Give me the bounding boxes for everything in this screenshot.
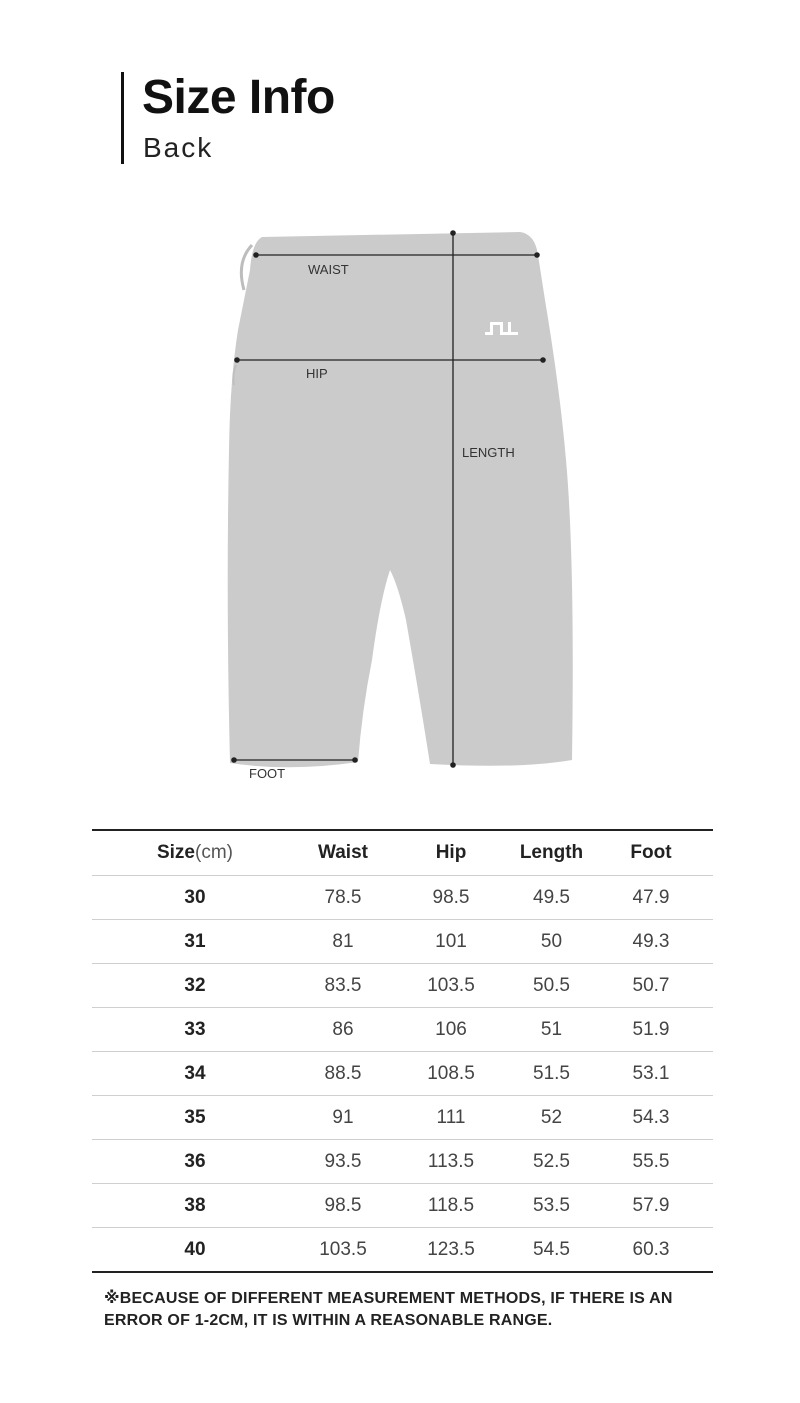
- col-header-waist: Waist: [298, 830, 388, 876]
- measure-point: [534, 252, 540, 258]
- waist-cell: 83.5: [298, 964, 388, 1008]
- hip-cell: 101: [388, 920, 514, 964]
- measure-point: [450, 762, 456, 768]
- table-row: [92, 1096, 713, 1140]
- waist-cell: 91: [298, 1096, 388, 1140]
- length-cell: 52.5: [514, 1140, 589, 1184]
- hip-cell: 98.5: [388, 876, 514, 920]
- pants-back-illustration: [228, 232, 573, 767]
- measure-point: [231, 757, 237, 763]
- hip-cell: 108.5: [388, 1052, 514, 1096]
- waist-cell: 93.5: [298, 1140, 388, 1184]
- size-cell: 31: [92, 920, 298, 964]
- size-cell: 34: [92, 1052, 298, 1096]
- shorts-shape: [228, 232, 573, 767]
- hip-cell: 113.5: [388, 1140, 514, 1184]
- foot-cell: 51.9: [589, 1008, 713, 1052]
- table-row: [92, 1184, 713, 1228]
- hip-cell: 123.5: [427, 1238, 475, 1260]
- waist-cell: 86: [298, 1008, 388, 1052]
- waist-cell: 78.5: [298, 876, 388, 920]
- waist-label: WAIST: [308, 262, 349, 277]
- length-cell: 50: [514, 920, 589, 964]
- measure-point: [450, 230, 456, 236]
- size-cell: 32: [92, 964, 298, 1008]
- page-subtitle: Back: [143, 132, 214, 163]
- hip-cell: 106: [388, 1008, 514, 1052]
- foot-cell: 50.7: [589, 964, 713, 1008]
- col-header-hip: Hip: [388, 830, 514, 876]
- measure-point: [352, 757, 358, 763]
- table-header-row: [92, 830, 713, 876]
- length-cell: 51.5: [514, 1052, 589, 1096]
- length-cell: 53.5: [514, 1184, 589, 1228]
- page-title: Size Info: [142, 71, 335, 124]
- waist-cell: 103.5: [319, 1238, 367, 1260]
- measurement-note: ※BECAUSE OF DIFFERENT MEASUREMENT METHODS, IF THERE IS AN ERROR OF 1-2CM, IT IS WITHIN A REASONABLE RANGE.: [104, 1290, 673, 1329]
- size-cell: 33: [92, 1008, 298, 1052]
- measure-point: [540, 357, 546, 363]
- waist-cell: 81: [298, 920, 388, 964]
- table-row: [92, 1228, 713, 1273]
- foot-cell: 60.3: [632, 1238, 670, 1260]
- foot-cell: 57.9: [589, 1184, 713, 1228]
- measure-point: [253, 252, 259, 258]
- col-header-size: Size(cm): [92, 830, 298, 876]
- length-cell: 54.5: [533, 1238, 570, 1260]
- hip-cell: 111: [388, 1096, 514, 1140]
- table-row: [92, 876, 713, 920]
- size-cell: 36: [92, 1140, 298, 1184]
- waist-cell: 98.5: [298, 1184, 388, 1228]
- hip-cell: 118.5: [388, 1184, 514, 1228]
- size-table: [92, 829, 713, 1273]
- col-header-foot: Foot: [589, 830, 713, 876]
- table-row: [92, 920, 713, 964]
- foot-cell: 49.3: [589, 920, 713, 964]
- length-cell: 51: [514, 1008, 589, 1052]
- waist-cell: 88.5: [298, 1052, 388, 1096]
- hip-label: HIP: [306, 366, 328, 381]
- length-cell: 52: [514, 1096, 589, 1140]
- table-row: [92, 1052, 713, 1096]
- hip-cell: 103.5: [388, 964, 514, 1008]
- length-cell: 50.5: [514, 964, 589, 1008]
- length-label: LENGTH: [462, 445, 515, 460]
- size-cell: 30: [92, 876, 298, 920]
- foot-label: FOOT: [249, 766, 286, 781]
- table-row: [92, 964, 713, 1008]
- col-header-length: Length: [514, 830, 589, 876]
- foot-cell: 53.1: [589, 1052, 713, 1096]
- table-row: [92, 1140, 713, 1184]
- measure-point: [234, 357, 240, 363]
- table-row: [92, 1008, 713, 1052]
- size-cell: 35: [92, 1096, 298, 1140]
- size-cell: 38: [92, 1184, 298, 1228]
- foot-cell: 54.3: [589, 1096, 713, 1140]
- size-cell: 40: [184, 1238, 206, 1260]
- foot-cell: 47.9: [589, 876, 713, 920]
- foot-cell: 55.5: [589, 1140, 713, 1184]
- length-cell: 49.5: [514, 876, 589, 920]
